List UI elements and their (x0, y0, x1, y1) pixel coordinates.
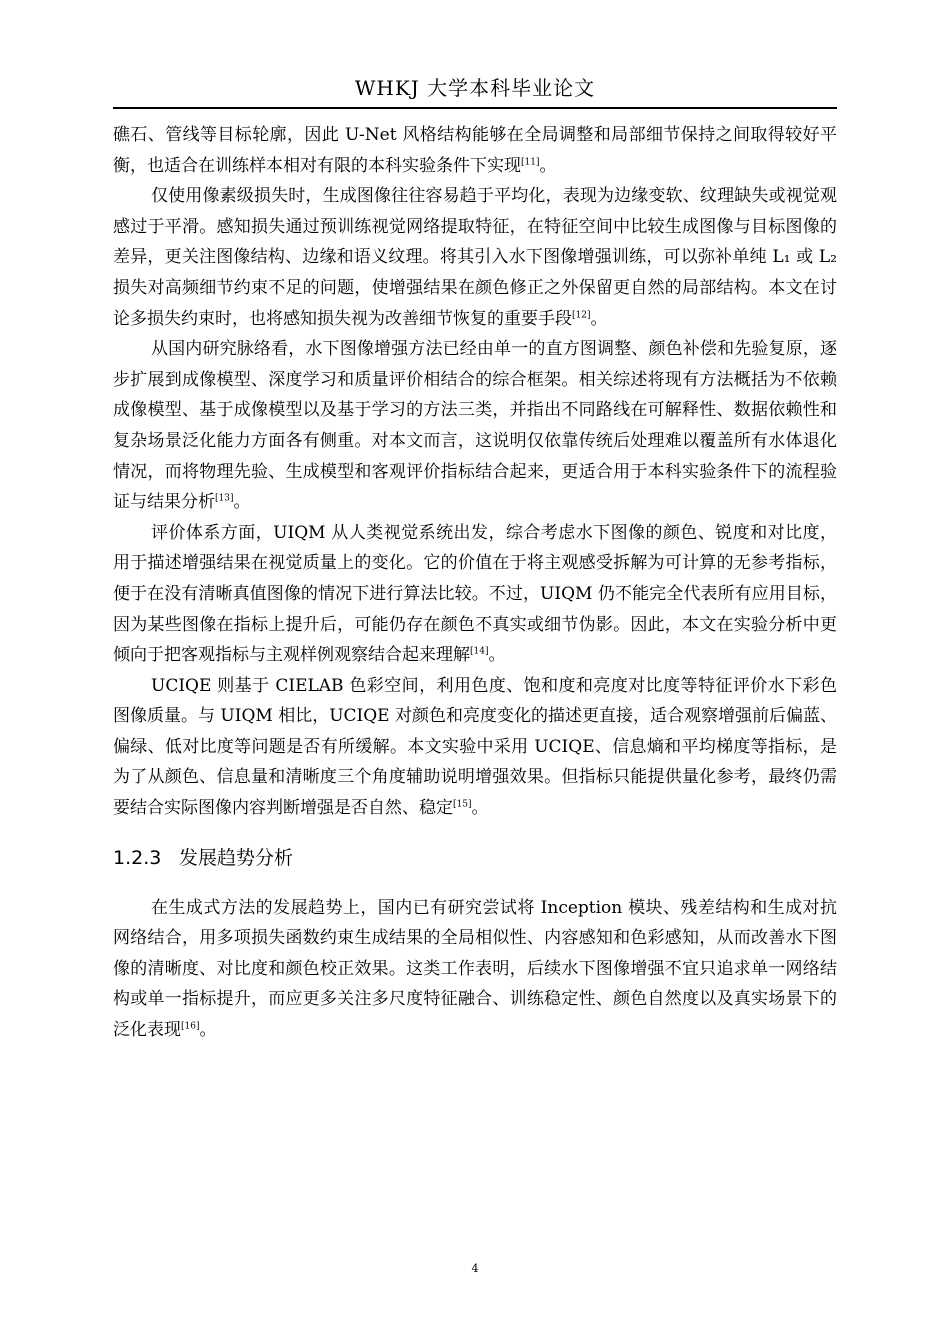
paragraph-text: 评价体系方面，UIQM 从人类视觉系统出发，综合考虑水下图像的颜色、锐度和对比度，用于描述增强结果在视觉质量上的变化。它的价值在于将主观感受拆解为可计算的无参考指标，便于在没有清晰真值图像的情况下进行算法比较。不过，UIQM 仍不能完全代表所有应用目标，因为某些图像在指标上提升后，可能仍存在颜色不真实或细节伪影。因此，本文在实验分析中更倾向于把客观指标与主观样例观察结合起来理解 (113, 522, 837, 666)
paragraph-tail: 。 (199, 1020, 217, 1041)
paragraph-text: 礁石、管线等目标轮廓，因此 U-Net 风格结构能够在全局调整和局部细节保持之间取得较好平衡，也适合在训练样本相对有限的本科实验条件下实现 (113, 125, 837, 176)
paragraph-uiqm (113, 518, 837, 671)
page-number: 4 (471, 1262, 479, 1275)
citation-marker: [11] (521, 156, 540, 167)
section-heading (113, 845, 837, 871)
page-header-title: WHKJ 大学本科毕业论文 (354, 76, 596, 100)
citation-marker: [13] (215, 493, 234, 504)
paragraph-text: 从国内研究脉络看，水下图像增强方法已经由单一的直方图调整、颜色补偿和先验复原，逐步扩展到成像模型、深度学习和质量评价相结合的综合框架。相关综述将现有方法概括为不依赖成像模型、基于成像模型以及基于学习的方法三类，并指出不同路线在可解释性、数据依赖性和复杂场景泛化能力方面各有侧重。对本文而言，这说明仅依靠传统后处理难以覆盖所有水体退化情况，而将物理先验、生成模型和客观评价指标结合起来，更适合用于本科实验条件下的流程验证与结果分析 (113, 339, 837, 513)
paragraph-tail: 。 (590, 308, 608, 329)
body-text (113, 120, 837, 1046)
paragraph-tail: 。 (488, 645, 506, 666)
paragraph-text: UCIQE 则基于 CIELAB 色彩空间，利用色度、饱和度和亮度对比度等特征评价水下彩色图像质量。与 UIQM 相比，UCIQE 对颜色和亮度变化的描述更直接，适合观察增强前后偏蓝、偏绿、低对比度等问题是否有所缓解。本文实验中采用 UCIQE、信息熵和平均梯度等指标，是为了从颜色、信息量和清晰度三个角度辅助说明增强效果。但指标只能提供量化参考，最终仍需要结合实际图像内容判断增强是否自然、稳定 (113, 675, 837, 819)
paragraph-development-trend (113, 893, 837, 1046)
header-divider (113, 107, 837, 109)
paragraph-tail: 。 (471, 798, 489, 819)
paragraph-perceptual-loss (113, 181, 837, 334)
paragraph-text: 在生成式方法的发展趋势上，国内已有研究尝试将 Inception 模块、残差结构和生成对抗网络结合，用多项损失函数约束生成结果的全局相似性、内容感知和色彩感知，从而改善水下图像的清晰度、对比度和颜色校正效果。这类工作表明，后续水下图像增强不宜只追求单一网络结构或单一指标提升，而应更多关注多尺度特征融合、训练稳定性、颜色自然度以及真实场景下的泛化表现 (113, 897, 837, 1041)
citation-marker: [12] (572, 309, 591, 320)
citation-marker: [14] (470, 646, 489, 657)
citation-marker: [16] (181, 1021, 200, 1032)
paragraph-text: 仅使用像素级损失时，生成图像往往容易趋于平均化，表现为边缘变软、纹理缺失或视觉观感过于平滑。感知损失通过预训练视觉网络提取特征，在特征空间中比较生成图像与目标图像的差异，更关注图像结构、边缘和语义纹理。将其引入水下图像增强训练，可以弥补单纯 L₁ 或 L₂ 损失对高频细节约束不足的问题，使增强结果在颜色修正之外保留更自然的局部结构。本文在讨论多损失约束时，也将感知损失视为改善细节恢复的重要手段 (113, 186, 837, 329)
paragraph-unet-continuation (113, 120, 837, 181)
paragraph-domestic-research (113, 334, 837, 518)
paragraph-uciqe (113, 671, 837, 824)
citation-marker: [15] (453, 799, 472, 810)
section-number: 1.2.3 (113, 846, 162, 869)
paragraph-tail: 。 (233, 492, 251, 513)
paragraph-tail: 。 (539, 155, 557, 176)
section-title: 发展趋势分析 (179, 846, 294, 869)
